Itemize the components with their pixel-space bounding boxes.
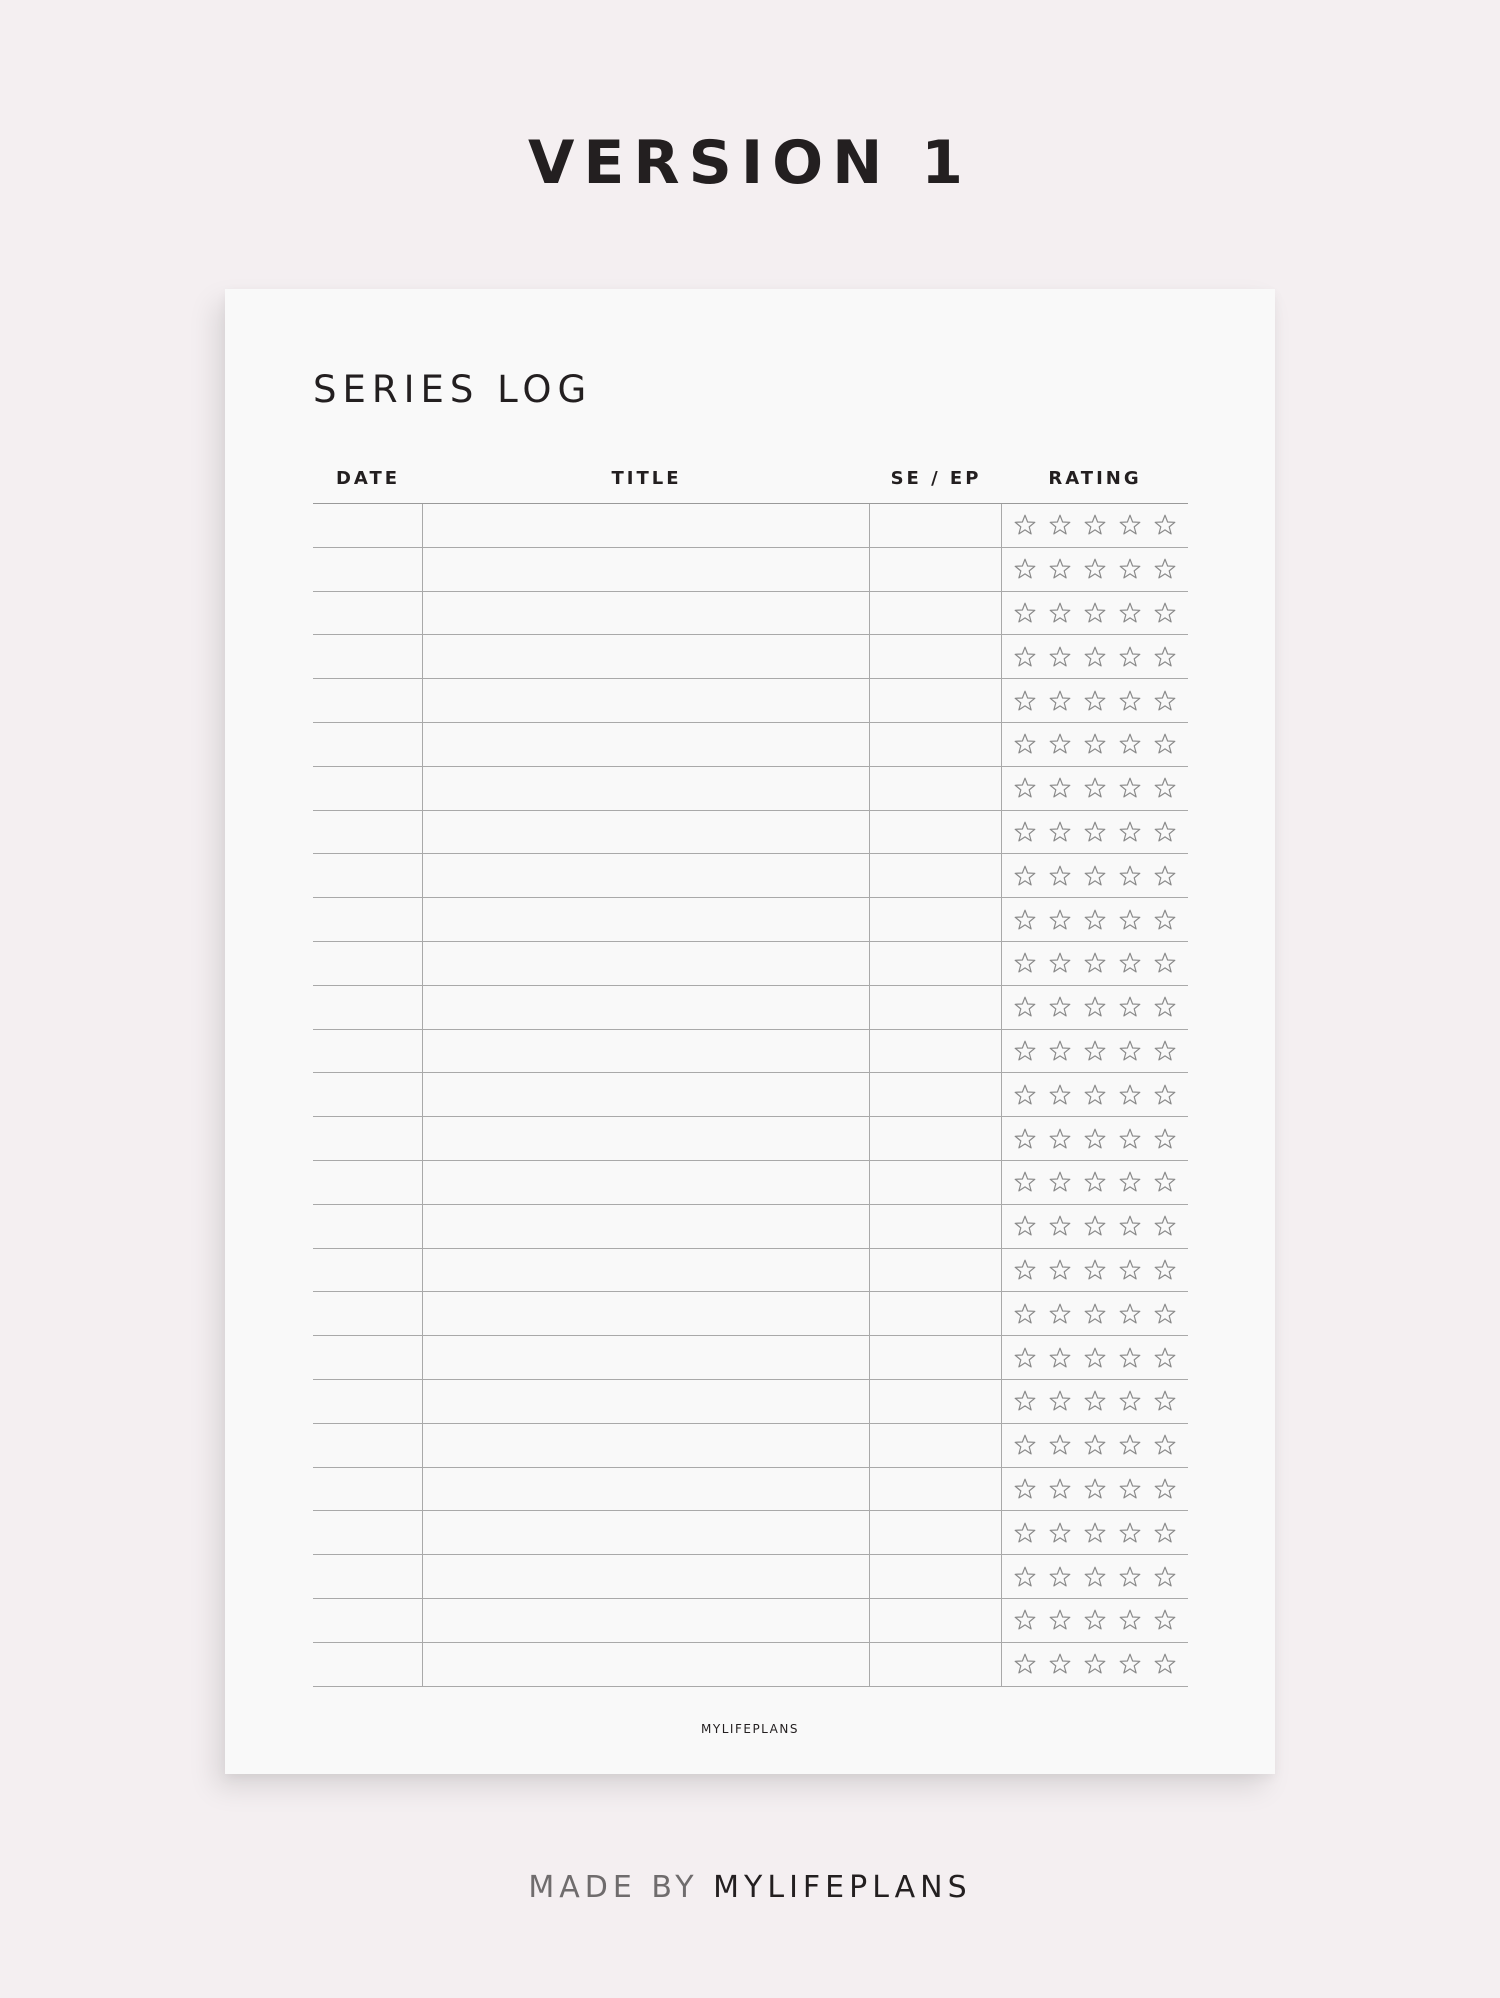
season-episode-cell[interactable] [870, 1249, 1002, 1292]
date-cell[interactable] [313, 986, 423, 1029]
star-outline-icon[interactable] [1083, 1083, 1107, 1107]
rating-cell [1002, 1205, 1188, 1248]
column-header-rating: RATING [1048, 468, 1142, 489]
star-outline-icon[interactable] [1153, 776, 1177, 800]
star-outline-icon[interactable] [1153, 1433, 1177, 1457]
star-outline-icon[interactable] [1153, 1652, 1177, 1676]
title-cell[interactable] [423, 1380, 870, 1423]
star-outline-icon[interactable] [1118, 1433, 1142, 1457]
star-outline-icon[interactable] [1118, 1214, 1142, 1238]
date-cell[interactable] [313, 1073, 423, 1116]
star-outline-icon[interactable] [1118, 1389, 1142, 1413]
star-outline-icon[interactable] [1153, 1214, 1177, 1238]
star-outline-icon[interactable] [1048, 1433, 1072, 1457]
table-row [313, 1511, 1188, 1555]
date-cell[interactable] [313, 767, 423, 810]
date-cell[interactable] [313, 1424, 423, 1467]
star-outline-icon[interactable] [1118, 689, 1142, 713]
season-episode-cell[interactable] [870, 1030, 1002, 1073]
date-cell[interactable] [313, 1205, 423, 1248]
sheet-footer-brand: MYLIFEPLANS [701, 1722, 799, 1736]
star-outline-icon[interactable] [1013, 776, 1037, 800]
title-cell[interactable] [423, 1117, 870, 1160]
star-outline-icon[interactable] [1013, 1565, 1037, 1589]
star-outline-icon[interactable] [1153, 820, 1177, 844]
rating-cell [1002, 942, 1188, 985]
star-outline-icon[interactable] [1118, 1039, 1142, 1063]
table-body [313, 504, 1188, 1687]
table-row [313, 504, 1188, 548]
title-cell[interactable] [423, 635, 870, 678]
star-outline-icon[interactable] [1153, 1346, 1177, 1370]
star-outline-icon[interactable] [1118, 645, 1142, 669]
table-row [313, 1599, 1188, 1643]
rating-cell [1002, 811, 1188, 854]
date-cell[interactable] [313, 1643, 423, 1686]
star-outline-icon[interactable] [1048, 820, 1072, 844]
star-outline-icon[interactable] [1118, 557, 1142, 581]
date-cell[interactable] [313, 1117, 423, 1160]
star-outline-icon[interactable] [1118, 1346, 1142, 1370]
star-outline-icon[interactable] [1153, 864, 1177, 888]
table-row [313, 1380, 1188, 1424]
star-outline-icon[interactable] [1048, 1477, 1072, 1501]
star-outline-icon[interactable] [1013, 1214, 1037, 1238]
star-outline-icon[interactable] [1083, 689, 1107, 713]
star-outline-icon[interactable] [1013, 689, 1037, 713]
star-outline-icon[interactable] [1083, 1214, 1107, 1238]
star-outline-icon[interactable] [1013, 1608, 1037, 1632]
star-outline-icon[interactable] [1048, 513, 1072, 537]
title-cell[interactable] [423, 1599, 870, 1642]
rating-cell [1002, 1161, 1188, 1204]
star-outline-icon[interactable] [1013, 1302, 1037, 1326]
date-cell[interactable] [313, 1599, 423, 1642]
rating-cell [1002, 1030, 1188, 1073]
date-cell[interactable] [313, 592, 423, 635]
star-outline-icon[interactable] [1048, 776, 1072, 800]
star-outline-icon[interactable] [1153, 1302, 1177, 1326]
table-row [313, 1336, 1188, 1380]
star-outline-icon[interactable] [1013, 1652, 1037, 1676]
season-episode-cell[interactable] [870, 942, 1002, 985]
title-cell[interactable] [423, 548, 870, 591]
star-outline-icon[interactable] [1013, 645, 1037, 669]
rating-cell [1002, 1380, 1188, 1423]
star-outline-icon[interactable] [1083, 1389, 1107, 1413]
star-outline-icon[interactable] [1013, 1346, 1037, 1370]
star-outline-icon[interactable] [1013, 1433, 1037, 1457]
star-outline-icon[interactable] [1048, 601, 1072, 625]
star-outline-icon[interactable] [1013, 1039, 1037, 1063]
table-row [313, 1117, 1188, 1161]
season-episode-cell[interactable] [870, 1643, 1002, 1686]
season-episode-cell[interactable] [870, 854, 1002, 897]
season-episode-cell[interactable] [870, 723, 1002, 766]
season-episode-cell[interactable] [870, 1511, 1002, 1554]
star-outline-icon[interactable] [1118, 1565, 1142, 1589]
rating-cell [1002, 1555, 1188, 1598]
season-episode-cell[interactable] [870, 898, 1002, 941]
title-cell[interactable] [423, 1511, 870, 1554]
rating-cell [1002, 635, 1188, 678]
star-outline-icon[interactable] [1048, 689, 1072, 713]
date-cell[interactable] [313, 1468, 423, 1511]
star-outline-icon[interactable] [1118, 1477, 1142, 1501]
rating-cell [1002, 986, 1188, 1029]
star-outline-icon[interactable] [1083, 951, 1107, 975]
season-episode-cell[interactable] [870, 1599, 1002, 1642]
table-row [313, 1030, 1188, 1074]
date-cell[interactable] [313, 1161, 423, 1204]
star-outline-icon[interactable] [1118, 1521, 1142, 1545]
star-outline-icon[interactable] [1013, 820, 1037, 844]
column-header-season-episode: SE / EP [890, 468, 982, 489]
title-cell[interactable] [423, 1468, 870, 1511]
column-header-date: DATE [335, 468, 401, 489]
star-outline-icon[interactable] [1013, 1170, 1037, 1194]
title-cell[interactable] [423, 1292, 870, 1335]
star-outline-icon[interactable] [1153, 1258, 1177, 1282]
star-outline-icon[interactable] [1013, 995, 1037, 1019]
star-outline-icon[interactable] [1048, 1346, 1072, 1370]
date-cell[interactable] [313, 504, 423, 547]
star-outline-icon[interactable] [1083, 645, 1107, 669]
sheet-title: SERIES LOG [313, 368, 593, 411]
star-outline-icon[interactable] [1013, 864, 1037, 888]
title-cell[interactable] [423, 942, 870, 985]
star-outline-icon[interactable] [1048, 1039, 1072, 1063]
star-outline-icon[interactable] [1083, 513, 1107, 537]
date-cell[interactable] [313, 854, 423, 897]
star-outline-icon[interactable] [1083, 820, 1107, 844]
star-outline-icon[interactable] [1083, 776, 1107, 800]
star-outline-icon[interactable] [1083, 1170, 1107, 1194]
star-outline-icon[interactable] [1013, 1477, 1037, 1501]
season-episode-cell[interactable] [870, 986, 1002, 1029]
star-outline-icon[interactable] [1153, 1083, 1177, 1107]
date-cell[interactable] [313, 942, 423, 985]
star-outline-icon[interactable] [1118, 513, 1142, 537]
table-row [313, 1424, 1188, 1468]
star-outline-icon[interactable] [1118, 995, 1142, 1019]
date-cell[interactable] [313, 635, 423, 678]
title-cell[interactable] [423, 1424, 870, 1467]
table-row [313, 942, 1188, 986]
star-outline-icon[interactable] [1153, 1477, 1177, 1501]
star-outline-icon[interactable] [1048, 1258, 1072, 1282]
printable-sheet [225, 289, 1275, 1774]
star-outline-icon[interactable] [1013, 513, 1037, 537]
star-outline-icon[interactable] [1048, 645, 1072, 669]
date-cell[interactable] [313, 1555, 423, 1598]
date-cell[interactable] [313, 898, 423, 941]
rating-cell [1002, 1249, 1188, 1292]
star-outline-icon[interactable] [1048, 1608, 1072, 1632]
date-cell[interactable] [313, 1336, 423, 1379]
made-by-credit [0, 1868, 1500, 1908]
title-cell[interactable] [423, 1030, 870, 1073]
star-outline-icon[interactable] [1083, 1652, 1107, 1676]
star-outline-icon[interactable] [1153, 1170, 1177, 1194]
star-outline-icon[interactable] [1153, 1565, 1177, 1589]
star-outline-icon[interactable] [1153, 951, 1177, 975]
star-outline-icon[interactable] [1013, 1083, 1037, 1107]
star-outline-icon[interactable] [1013, 557, 1037, 581]
star-outline-icon[interactable] [1083, 1302, 1107, 1326]
date-cell[interactable] [313, 1292, 423, 1335]
star-outline-icon[interactable] [1013, 908, 1037, 932]
rating-cell [1002, 1424, 1188, 1467]
series-log-table [313, 465, 1188, 1687]
season-episode-cell[interactable] [870, 1468, 1002, 1511]
star-outline-icon[interactable] [1048, 864, 1072, 888]
title-cell[interactable] [423, 811, 870, 854]
date-cell[interactable] [313, 723, 423, 766]
star-outline-icon[interactable] [1083, 908, 1107, 932]
table-row [313, 854, 1188, 898]
table-row [313, 635, 1188, 679]
season-episode-cell[interactable] [870, 635, 1002, 678]
table-row [313, 767, 1188, 811]
star-outline-icon[interactable] [1013, 1258, 1037, 1282]
title-cell[interactable] [423, 986, 870, 1029]
star-outline-icon[interactable] [1153, 1608, 1177, 1632]
rating-cell [1002, 767, 1188, 810]
star-outline-icon[interactable] [1048, 1127, 1072, 1151]
table-row [313, 1555, 1188, 1599]
star-outline-icon[interactable] [1083, 995, 1107, 1019]
star-outline-icon[interactable] [1083, 1565, 1107, 1589]
star-outline-icon[interactable] [1118, 1170, 1142, 1194]
title-cell[interactable] [423, 1336, 870, 1379]
star-outline-icon[interactable] [1048, 732, 1072, 756]
title-cell[interactable] [423, 1555, 870, 1598]
title-cell[interactable] [423, 723, 870, 766]
date-cell[interactable] [313, 1030, 423, 1073]
star-outline-icon[interactable] [1048, 995, 1072, 1019]
star-outline-icon[interactable] [1153, 689, 1177, 713]
star-outline-icon[interactable] [1118, 1652, 1142, 1676]
star-outline-icon[interactable] [1048, 908, 1072, 932]
rating-cell [1002, 854, 1188, 897]
star-outline-icon[interactable] [1153, 1127, 1177, 1151]
rating-cell [1002, 1292, 1188, 1335]
star-outline-icon[interactable] [1083, 1521, 1107, 1545]
star-outline-icon[interactable] [1013, 1389, 1037, 1413]
star-outline-icon[interactable] [1048, 1565, 1072, 1589]
star-outline-icon[interactable] [1083, 1039, 1107, 1063]
title-cell[interactable] [423, 898, 870, 941]
star-outline-icon[interactable] [1153, 908, 1177, 932]
rating-cell [1002, 679, 1188, 722]
column-header-title: TITLE [611, 468, 682, 489]
rating-cell [1002, 1336, 1188, 1379]
star-outline-icon[interactable] [1013, 1521, 1037, 1545]
table-row [313, 1292, 1188, 1336]
rating-cell [1002, 1117, 1188, 1160]
season-episode-cell[interactable] [870, 1117, 1002, 1160]
title-cell[interactable] [423, 767, 870, 810]
star-outline-icon[interactable] [1118, 1127, 1142, 1151]
table-row [313, 1249, 1188, 1293]
star-outline-icon[interactable] [1118, 951, 1142, 975]
star-outline-icon[interactable] [1153, 1521, 1177, 1545]
table-row [313, 1643, 1188, 1687]
date-cell[interactable] [313, 811, 423, 854]
star-outline-icon[interactable] [1083, 1477, 1107, 1501]
star-outline-icon[interactable] [1013, 951, 1037, 975]
star-outline-icon[interactable] [1083, 1127, 1107, 1151]
title-cell[interactable] [423, 679, 870, 722]
date-cell[interactable] [313, 1380, 423, 1423]
star-outline-icon[interactable] [1048, 1214, 1072, 1238]
date-cell[interactable] [313, 1511, 423, 1554]
star-outline-icon[interactable] [1153, 995, 1177, 1019]
star-outline-icon[interactable] [1083, 864, 1107, 888]
table-row [313, 548, 1188, 592]
season-episode-cell[interactable] [870, 504, 1002, 547]
star-outline-icon[interactable] [1153, 645, 1177, 669]
star-outline-icon[interactable] [1048, 1083, 1072, 1107]
star-outline-icon[interactable] [1153, 513, 1177, 537]
rating-cell [1002, 898, 1188, 941]
star-outline-icon[interactable] [1118, 820, 1142, 844]
table-row [313, 811, 1188, 855]
rating-cell [1002, 1643, 1188, 1686]
table-row [313, 723, 1188, 767]
star-outline-icon[interactable] [1048, 951, 1072, 975]
star-outline-icon[interactable] [1118, 864, 1142, 888]
title-cell[interactable] [423, 1161, 870, 1204]
star-outline-icon[interactable] [1118, 1302, 1142, 1326]
star-outline-icon[interactable] [1118, 1083, 1142, 1107]
star-outline-icon[interactable] [1048, 1389, 1072, 1413]
star-outline-icon[interactable] [1153, 601, 1177, 625]
season-episode-cell[interactable] [870, 1205, 1002, 1248]
rating-cell [1002, 1073, 1188, 1116]
made-by-prefix: MADE BY [528, 1870, 699, 1905]
star-outline-icon[interactable] [1083, 1346, 1107, 1370]
star-outline-icon[interactable] [1083, 1258, 1107, 1282]
season-episode-cell[interactable] [870, 1073, 1002, 1116]
star-outline-icon[interactable] [1118, 776, 1142, 800]
table-row [313, 898, 1188, 942]
table-row [313, 1073, 1188, 1117]
title-cell[interactable] [423, 1643, 870, 1686]
season-episode-cell[interactable] [870, 1161, 1002, 1204]
season-episode-cell[interactable] [870, 1336, 1002, 1379]
date-cell[interactable] [313, 1249, 423, 1292]
star-outline-icon[interactable] [1048, 1652, 1072, 1676]
star-outline-icon[interactable] [1118, 732, 1142, 756]
table-row [313, 1205, 1188, 1249]
star-outline-icon[interactable] [1048, 1521, 1072, 1545]
season-episode-cell[interactable] [870, 1380, 1002, 1423]
title-cell[interactable] [423, 1249, 870, 1292]
star-outline-icon[interactable] [1013, 601, 1037, 625]
rating-cell [1002, 1599, 1188, 1642]
table-row [313, 986, 1188, 1030]
version-title: VERSION 1 [527, 128, 973, 198]
table-row [313, 592, 1188, 636]
star-outline-icon[interactable] [1048, 1302, 1072, 1326]
star-outline-icon[interactable] [1153, 1039, 1177, 1063]
season-episode-cell[interactable] [870, 679, 1002, 722]
title-cell[interactable] [423, 1073, 870, 1116]
rating-cell [1002, 548, 1188, 591]
season-episode-cell[interactable] [870, 767, 1002, 810]
star-outline-icon[interactable] [1153, 557, 1177, 581]
season-episode-cell[interactable] [870, 1292, 1002, 1335]
table-row [313, 1468, 1188, 1512]
season-episode-cell[interactable] [870, 1555, 1002, 1598]
star-outline-icon[interactable] [1153, 732, 1177, 756]
star-outline-icon[interactable] [1083, 732, 1107, 756]
star-outline-icon[interactable] [1118, 1258, 1142, 1282]
star-outline-icon[interactable] [1153, 1389, 1177, 1413]
title-cell[interactable] [423, 1205, 870, 1248]
star-outline-icon[interactable] [1118, 601, 1142, 625]
star-outline-icon[interactable] [1083, 1433, 1107, 1457]
rating-cell [1002, 504, 1188, 547]
rating-cell [1002, 723, 1188, 766]
star-outline-icon[interactable] [1048, 1170, 1072, 1194]
season-episode-cell[interactable] [870, 592, 1002, 635]
made-by-brand: MYLIFEPLANS [713, 1870, 972, 1905]
star-outline-icon[interactable] [1083, 1608, 1107, 1632]
title-cell[interactable] [423, 854, 870, 897]
season-episode-cell[interactable] [870, 548, 1002, 591]
star-outline-icon[interactable] [1118, 908, 1142, 932]
star-outline-icon[interactable] [1013, 1127, 1037, 1151]
date-cell[interactable] [313, 679, 423, 722]
rating-cell [1002, 1511, 1188, 1554]
star-outline-icon[interactable] [1083, 557, 1107, 581]
star-outline-icon[interactable] [1048, 557, 1072, 581]
star-outline-icon[interactable] [1013, 732, 1037, 756]
table-header [313, 465, 1188, 504]
star-outline-icon[interactable] [1083, 601, 1107, 625]
star-outline-icon[interactable] [1118, 1608, 1142, 1632]
title-cell[interactable] [423, 592, 870, 635]
rating-cell [1002, 592, 1188, 635]
date-cell[interactable] [313, 548, 423, 591]
rating-cell [1002, 1468, 1188, 1511]
season-episode-cell[interactable] [870, 811, 1002, 854]
title-cell[interactable] [423, 504, 870, 547]
table-row [313, 1161, 1188, 1205]
table-row [313, 679, 1188, 723]
season-episode-cell[interactable] [870, 1424, 1002, 1467]
